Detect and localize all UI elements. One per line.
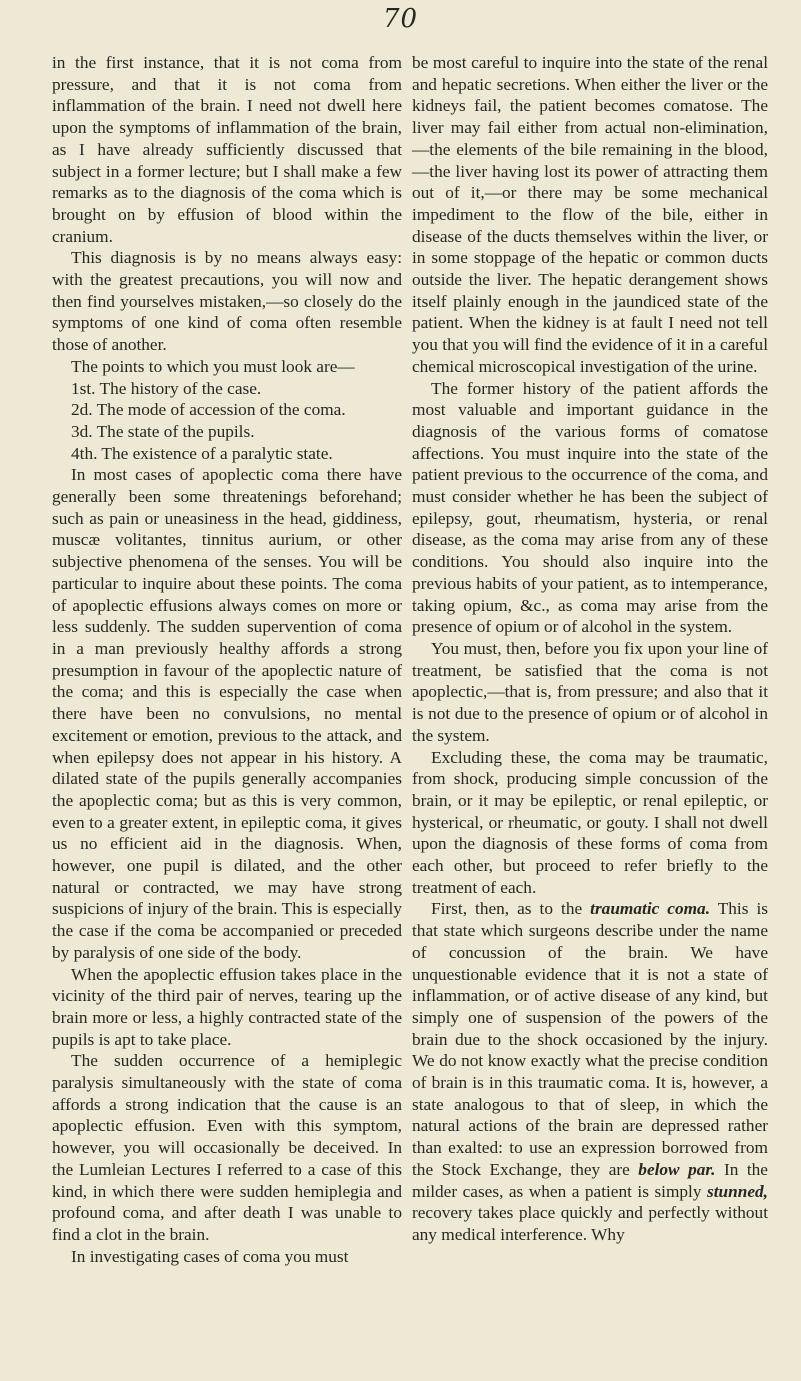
paragraph: Excluding these, the coma may be traumatic, from shock, producing simple concussion of the brain, or it may be epileptic, or renal epileptic, or hysterical, or rheumatic, or gouty. I shall not dwell upon the diagnosis of these forms of coma from each other, but proceed to refer briefly to the treatment of each. [412,747,768,897]
text-run: This is that state which surgeons describe under the name of concussion of the brain. We have unquestionable evidence that it is not a state of inflammation, or of active disease of any kind, but simply one of suspension of the powers of the brain due to the shock occasioned by the injury. We do not know exactly what the precise condition of brain is in this traumatic coma. It is, however, a state analogous to that of sleep, in which the natural actions of the brain are depressed rather than exalted: to use an expression borrowed from the Stock Exchange, they are [412,899,769,1179]
left-column [52,52,402,1267]
paragraph: In investigating cases of coma you must [71,1246,349,1266]
paragraph: The sudden occurrence of a hemiplegic paralysis simultaneously with the state of coma affords a strong indication that the cause is an apoplectic effusion. Even with this symptom, however, you will occasionally be deceived. In the Lumleian Lectures I referred to a case of this kind, in which there were sudden hemiplegia and profound coma, and after death I was unable to find a clot in the brain. [52,1051,402,1244]
page-number: 70 [382,4,419,34]
list-item-paralytic: 4th. The existence of a paralytic state. [71,443,333,463]
paragraph: You must, then, before you fix upon your line of treatment, be satisfied that the coma is not apoplectic,—that is, from pressure; and also that it is not due to the presence of opium or of alcohol in the system. [412,638,768,745]
emphasis-text: below par. [638,1159,716,1179]
list-item-pupils: 3d. The state of the pupils. [71,421,255,441]
emphasis-text: traumatic coma. [590,899,711,919]
paragraph: In most cases of apoplectic coma there have generally been some threatenings beforehand; such as pain or uneasiness in the head, giddiness, muscæ volitantes, tinnitus aurium, or other subjective phenomena of the senses. You will be particular to inquire about these points. The coma of apoplectic effusions always comes on more or less suddenly. The sudden supervention of coma in a man previously healthy affords a strong presumption in favour of the apoplectic nature of the coma; and this is especially the case when there have been no convulsions, no mental excitement or emotion, previous to the attack, and when epilepsy does not appear in his history. A dilated state of the pupils generally accompanies the apoplectic coma; but as this is very common, even to a greater extent, in epileptic coma, it gives us no efficient aid in the diagnosis. When, however, one pupil is dilated, and the other natural or contracted, we may have strong suspicions of injury of the brain. This is especially the case if the coma be accompanied or preceded by paralysis of one side of the body. [52,465,402,962]
paragraph: The former history of the patient affords the most valuable and important guidance in the diagnosis of the various forms of comatose affections. You must inquire into the state of the patient previous to the occurrence of the coma, and must consider whether he has been the subject of epilepsy, gout, rheumatism, hysteria, or renal disease, as the coma may arise from any of these conditions. You should also inquire into the previous habits of your patient, as to intemperance, taking opium, &c., as coma may arise from the presence of opium or of alcohol in the system. [412,378,768,637]
text-run: First, then, as to the [431,899,591,919]
paragraph [412,898,768,1245]
paragraph: in the first instance, that it is not coma from pressure, and that it is not coma from inflammation of the brain. I need not dwell here upon the symptoms of inflammation of the brain, as I have already sufficiently discussed that subject in a former lecture; but I shall make a few remarks as to the diagnosis of the coma which is brought on by effusion of blood within the cranium. [52,53,402,246]
emphasis-text: stunned, [707,1181,768,1201]
paragraph: When the apoplectic effusion takes place in the vicinity of the third pair of nerves, tearing up the brain more or less, a highly contracted state of the pupils is apt to take place. [52,964,402,1049]
text-run: recovery takes place quickly and perfectly without any medical interference. Why [412,1203,768,1244]
list-item-history: 1st. The history of the case. [71,378,262,398]
paragraph: be most careful to inquire into the state of the renal and hepatic secretions. When either the liver or the kidneys fail, the patient becomes comatose. The liver may fail either from actual non-elimination,—the elements of the bile remaining in the blood,—the liver having lost its power of attracting them out of it,—or there may be some mechanical impediment to the flow of the bile, either in disease of the ducts themselves within the liver, or in some stoppage of the hepatic or common ducts outside the liver. The hepatic derangement shows itself plainly enough in the jaundiced state of the patient. When the kidney is at fault I need not tell you that you will find the evidence of it in a careful chemical microscopical investigation of the urine. [412,53,768,376]
paragraph: The points to which you must look are— [71,356,355,376]
text-run: In the milder cases, as when a patient is simply [412,1159,768,1201]
paragraph: This diagnosis is by no means always easy: with the greatest precautions, you will now and then find yourselves mistaken,—so closely do the symptoms of one kind of coma often resemble those of another. [52,248,402,355]
list-item-accession: 2d. The mode of accession of the coma. [71,400,346,420]
right-column [412,52,768,1246]
